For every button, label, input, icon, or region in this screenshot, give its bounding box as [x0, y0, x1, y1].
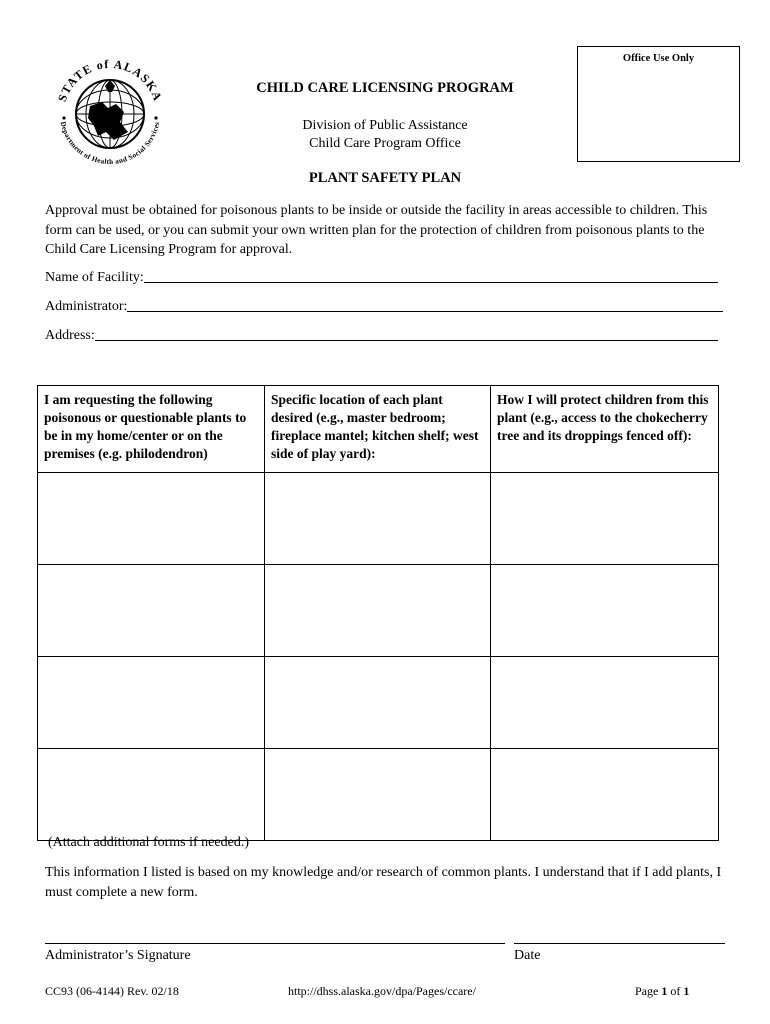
- table-cell[interactable]: [491, 565, 719, 657]
- page-total: 1: [683, 984, 690, 998]
- state-seal-logo: [50, 52, 170, 172]
- header-child-protection: How I will protect children from this plant (e.g., access to the chokecherry tree and its droppings fenced off):: [491, 386, 719, 473]
- table-cell[interactable]: [491, 473, 719, 565]
- header-plants-requested: I am requesting the following poisonous or questionable plants to be in my home/center or on the premises (e.g. philodendron): [38, 386, 265, 473]
- table-cell[interactable]: [265, 565, 491, 657]
- signature-label: Administrator’s Signature: [45, 948, 191, 963]
- plant-table: [37, 385, 719, 841]
- facility-name-line[interactable]: [144, 281, 718, 283]
- program-title: CHILD CARE LICENSING PROGRAM: [256, 80, 514, 96]
- table-cell[interactable]: [265, 473, 491, 565]
- page-of: of: [667, 984, 684, 998]
- page-prefix: Page: [635, 984, 662, 998]
- table-cell[interactable]: [38, 565, 265, 657]
- division-name: Division of Public Assistance: [302, 118, 468, 133]
- svg-text:STATE of ALASKA: STATE of ALASKA: [54, 56, 166, 104]
- address-field[interactable]: [45, 328, 718, 344]
- administrator-line[interactable]: [127, 310, 723, 312]
- table-row: [38, 657, 719, 749]
- table-row: [38, 749, 719, 841]
- intro-paragraph: Approval must be obtained for poisonous plants to be inside or outside the facility in areas accessible to children. This form can be used, or you can submit your own written plan for the protection of children from poisonous plants to the Child Care Licensing Program for approval.: [45, 203, 708, 257]
- footer-url: http://dhss.alaska.gov/dpa/Pages/ccare/: [288, 984, 476, 998]
- table-cell[interactable]: [265, 749, 491, 841]
- acknowledgement-paragraph: This information I listed is based on my knowledge and/or research of common plants. I understand that if I add plants, I must complete a new form.: [45, 865, 722, 900]
- facility-name-label: Name of Facility:: [45, 270, 144, 285]
- date-label: Date: [514, 948, 541, 963]
- table-cell[interactable]: [491, 657, 719, 749]
- office-name: Child Care Program Office: [309, 136, 461, 151]
- svg-text:Department of Health and Socia: Department of Health and Social Services: [58, 120, 162, 167]
- facility-name-field[interactable]: [45, 270, 718, 286]
- page-number: [635, 984, 689, 999]
- administrator-field[interactable]: [45, 299, 723, 315]
- table-cell[interactable]: [38, 473, 265, 565]
- division-block: [200, 117, 570, 153]
- table-row: [38, 565, 719, 657]
- table-cell[interactable]: [38, 657, 265, 749]
- office-use-label: Office Use Only: [622, 53, 695, 64]
- form-title: PLANT SAFETY PLAN: [308, 170, 462, 186]
- table-cell[interactable]: [265, 657, 491, 749]
- date-line[interactable]: [514, 943, 725, 944]
- form-code: CC93 (06-4144) Rev. 02/18: [45, 984, 179, 998]
- table-header-row: [38, 386, 719, 473]
- administrator-label: Administrator:: [45, 299, 128, 314]
- address-label: Address:: [45, 328, 95, 343]
- signature-line[interactable]: [45, 943, 505, 944]
- table-cell[interactable]: [491, 749, 719, 841]
- page-current: 1: [661, 984, 668, 998]
- table-row: [38, 473, 719, 565]
- attach-note: (Attach additional forms if needed.): [48, 835, 249, 850]
- header-plant-location: Specific location of each plant desired (e.g., master bedroom; fireplace mantel; kitchen shelf; west side of play yard):: [265, 386, 491, 473]
- table-cell[interactable]: [38, 749, 265, 841]
- office-use-box: [577, 46, 740, 162]
- address-line[interactable]: [95, 339, 718, 341]
